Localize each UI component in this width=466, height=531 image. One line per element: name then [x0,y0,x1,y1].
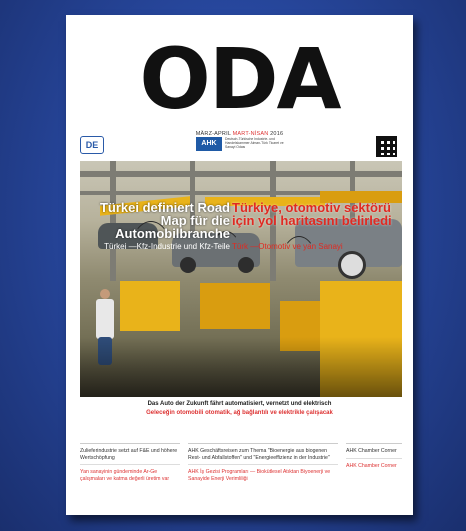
headline-tr: Türkiye, otomotiv sektörü için yol haritasını belirledi [232,200,392,228]
issue-tr: MART-NİSAN [232,131,269,137]
teaser-tr: AHK Chamber Corner [346,462,397,469]
magazine-cover [66,15,413,515]
magazine-title: ODA [139,30,340,128]
teaser-columns [80,443,402,491]
issue-de: MÄRZ-APRIL [195,131,231,137]
teaser-column [188,443,338,496]
qr-code-icon [376,136,397,157]
issue-year: 2016 [270,131,284,137]
headline-de: Türkei definiert Road Map für die Automobilbranche [99,200,230,241]
tagline-tr: Geleceğin otomobili otomatik, ağ bağlantılı ve elektrikle çalışacak [146,410,333,416]
teaser-de: Zulieferindustrie setzt auf F&E und höhere Wertschöpfung [80,448,178,461]
subheadline-tr: Türk —Otomotiv ve yan Sanayi [232,242,343,251]
ahk-logo-mark: AHK [196,137,222,151]
subheadline-de: Türkei —Kfz-Industrie und Kfz-Teile [104,242,230,251]
teaser-column [346,443,402,496]
ahk-logo [196,136,286,152]
ahk-logo-text: Deutsch-Türkische Industrie- und Handelskammer Alman-Türk Ticaret ve Sanayi Odası [225,137,284,149]
teaser-tr: Yan sanayinin gündeminde Ar-Ge çalışmaları ve katma değerli üretim var [80,469,170,482]
tagline-de: Das Auto der Zukunft fährt automatisiert, vernetzt und elektrisch [147,401,332,407]
de-logo: DE [80,136,104,154]
teaser-column [80,443,180,496]
teaser-de: AHK Chamber Corner [346,448,397,454]
cover-photo [80,161,402,397]
teaser-tr: AHK İş Gezisi Programları — Biokütlesel Atıktan Biyoenerji ve Sanayide Enerji Verimliliği [188,469,331,482]
teaser-de: AHK Geschäftsreisen zum Thema "Bioenergie aus biogenen Rest- und Abfallstoffen" und "Energieeffizienz in der Industrie" [188,448,330,461]
